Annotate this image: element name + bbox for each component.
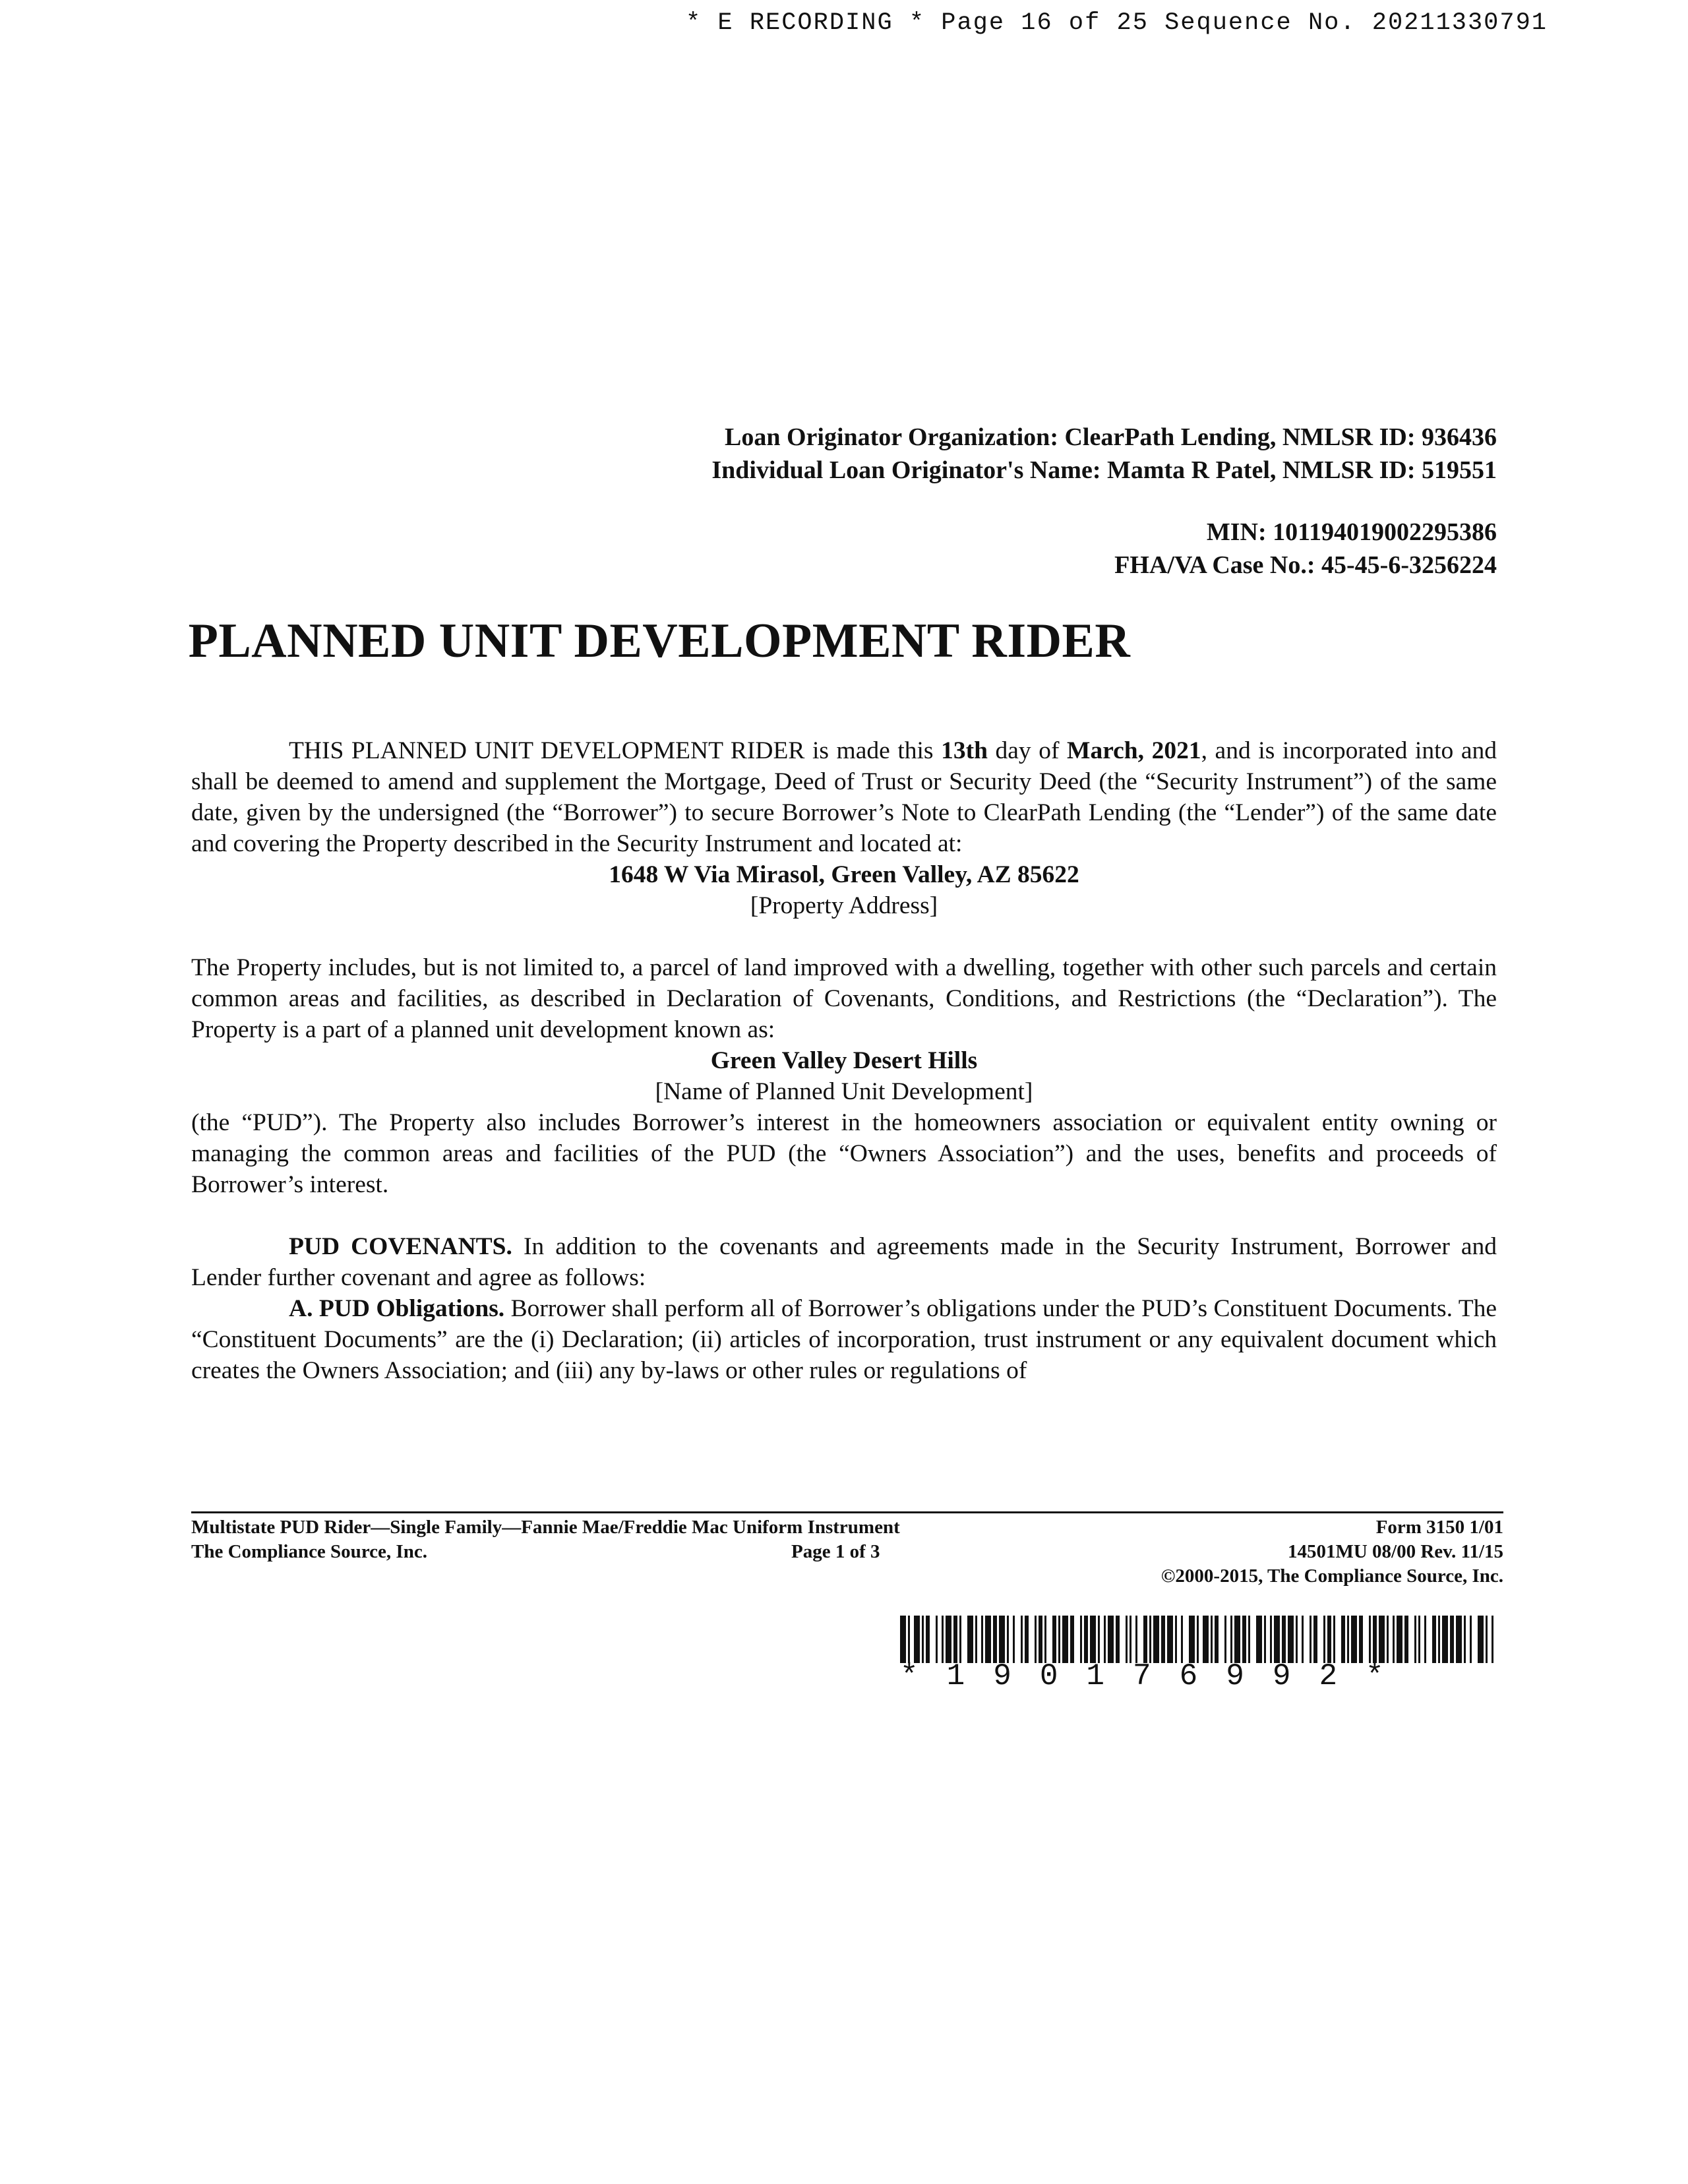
barcode-bar <box>1130 1616 1131 1663</box>
barcode-bar <box>1393 1616 1395 1663</box>
barcode-bar <box>953 1616 957 1663</box>
pud-paragraph: (the “PUD”). The Property also includes Borrower’s interest in the homeowners association or equivalent entity owning or managing the common areas and facilities of the PUD (the “Owners Association”) and the uses, benefits and proceeds of Borrower’s interest. <box>191 1109 1497 1198</box>
barcode-bar <box>1327 1616 1331 1663</box>
barcode-bar <box>1302 1616 1304 1663</box>
barcode-bar <box>1234 1616 1240 1663</box>
barcode-bar <box>1313 1616 1317 1663</box>
barcode-bar <box>1414 1616 1416 1663</box>
barcode-bar <box>1404 1616 1408 1663</box>
originator-individual-line: Individual Loan Originator's Name: Mamta R Patel, NMLSR ID: 519551 <box>711 456 1497 484</box>
barcode-bar <box>1264 1616 1266 1663</box>
barcode-bar <box>1215 1616 1219 1663</box>
barcode-bar <box>1351 1616 1357 1663</box>
document-title: PLANNED UNIT DEVELOPMENT RIDER <box>188 614 1131 668</box>
barcode-bar <box>1369 1616 1371 1663</box>
barcode-bar <box>1203 1616 1209 1663</box>
barcode-bar <box>1230 1616 1232 1663</box>
property-address-label: [Property Address] <box>750 892 938 919</box>
barcode-bar <box>1288 1616 1294 1663</box>
barcode-bar <box>1256 1616 1262 1663</box>
barcode-bar <box>1149 1616 1151 1663</box>
barcode-bar <box>985 1616 991 1663</box>
barcode-bar <box>1450 1616 1454 1663</box>
footer-company: The Compliance Source, Inc. <box>191 1541 427 1562</box>
barcode-bar <box>1492 1616 1493 1663</box>
barcode-bar <box>1039 1616 1042 1663</box>
barcode-bar <box>1211 1616 1213 1663</box>
barcode-bar <box>1373 1616 1377 1663</box>
barcode-bar <box>1464 1616 1466 1663</box>
barcode-text: *190176992* <box>900 1659 1412 1693</box>
barcode-bar <box>1224 1616 1226 1663</box>
footer-form-description: Multistate PUD Rider—Single Family—Fannie Mae/Freddie Mac Uniform Instrument <box>191 1517 900 1538</box>
document-footer <box>191 1515 1503 1589</box>
barcode-bar <box>1438 1616 1440 1663</box>
barcode-bar <box>936 1616 938 1663</box>
covenants-heading: PUD COVENANTS. <box>289 1233 512 1260</box>
intro-text-c: , and is incorporated into and shall be deemed to amend and supplement the Mortgage, Deed of Trust or Security Deed (the “Security Instrument”) of the same date, given by the undersigned (the “Borrower”) to secure Borrower’s Note to ClearPath Lending (the “Lender”) of the same date and covering the Property described in the Security Instrument and located at: <box>191 737 1497 857</box>
pud-name: Green Valley Desert Hills <box>710 1047 978 1074</box>
barcode-bar <box>1098 1616 1100 1663</box>
originator-org-line: Loan Originator Organization: ClearPath Lending, NMLSR ID: 936436 <box>725 423 1497 451</box>
barcode-bar <box>1347 1616 1349 1663</box>
barcode-bar <box>1058 1616 1060 1663</box>
barcode-bar <box>1242 1616 1246 1663</box>
barcode-bar <box>942 1616 944 1663</box>
originator-info <box>191 421 1497 487</box>
barcode-bar <box>1153 1616 1159 1663</box>
barcode-bar <box>1090 1616 1096 1663</box>
barcode-bar <box>1397 1616 1402 1663</box>
barcode-bar <box>1007 1616 1009 1663</box>
property-paragraph: The Property includes, but is not limited to, a parcel of land improved with a dwelling, together with other such parcels and certain common areas and facilities, as described in Declaration of Covenants, Conditions, and Restrictions (the “Declaration”). The Property is a part of a planned unit development known as: <box>191 954 1497 1043</box>
section-a-label: A. <box>289 1295 313 1322</box>
barcode-bar <box>1418 1616 1420 1663</box>
barcode-bar <box>1341 1616 1345 1663</box>
intro-paragraph <box>191 735 1497 859</box>
barcode-bar <box>993 1616 997 1663</box>
barcode-bar <box>900 1616 906 1663</box>
barcode-bar <box>1044 1616 1046 1663</box>
pud-name-label: [Name of Planned Unit Development] <box>655 1078 1033 1105</box>
barcode-bar <box>922 1616 924 1663</box>
barcode-bar <box>1104 1616 1106 1663</box>
barcode-bar <box>1080 1616 1082 1663</box>
footer-revision: 14501MU 08/00 Rev. 11/15 <box>1287 1541 1503 1562</box>
barcode-bar <box>999 1616 1005 1663</box>
barcode-bar <box>1143 1616 1147 1663</box>
barcode-bar <box>1189 1616 1195 1663</box>
footer-copyright: ©2000-2015, The Compliance Source, Inc. <box>1160 1565 1503 1587</box>
barcode-bar <box>1478 1616 1484 1663</box>
recording-header: * E RECORDING * Page 16 of 25 Sequence No. 20211330791 <box>686 9 1548 37</box>
barcode-bar <box>981 1616 983 1663</box>
barcode-bar <box>914 1616 920 1663</box>
barcode-image <box>900 1616 1493 1663</box>
barcode-bar <box>1379 1616 1385 1663</box>
barcode-bar <box>1126 1616 1128 1663</box>
barcode-bar <box>975 1616 977 1663</box>
barcode-bar <box>1052 1616 1056 1663</box>
barcode-bar <box>1432 1616 1436 1663</box>
section-a-heading: PUD Obligations. <box>318 1295 505 1322</box>
barcode-bar <box>1387 1616 1389 1663</box>
barcode-bar <box>1359 1616 1363 1663</box>
covenants-text: In addition to the covenants and agreements made in the Security Instrument, Borrower and Lender further covenant and agree as follows: <box>191 1233 1497 1291</box>
barcode-bar <box>1470 1616 1472 1663</box>
section-a-text: Borrower shall perform all of Borrower’s obligations under the PUD’s Constituent Documents. The “Constituent Documents” are the (i) Declaration; (ii) articles of incorporation, trust instrument or any equivalent document which creates the Owners Association; and (iii) any by-laws or other rules or regulations of <box>191 1295 1497 1384</box>
barcode-bar <box>1167 1616 1173 1663</box>
case-info <box>191 516 1497 582</box>
footer-page-number: Page 1 of 3 <box>791 1541 880 1562</box>
barcode-bar <box>908 1616 910 1663</box>
property-address: 1648 W Via Mirasol, Green Valley, AZ 85622 <box>609 861 1079 888</box>
min-line: MIN: 101194019002295386 <box>1206 518 1497 546</box>
barcode-bar <box>1175 1616 1177 1663</box>
barcode-bar <box>1333 1616 1335 1663</box>
barcode-bar <box>1486 1616 1488 1663</box>
barcode-bar <box>1025 1616 1029 1663</box>
barcode-bar <box>1296 1616 1298 1663</box>
barcode-bar <box>959 1616 961 1663</box>
barcode-bar <box>1084 1616 1088 1663</box>
rider-date: March, 2021 <box>1067 737 1201 764</box>
barcode-bar <box>967 1616 973 1663</box>
barcode-bar <box>1442 1616 1448 1663</box>
document-body <box>191 735 1497 1386</box>
barcode-bar <box>1181 1616 1183 1663</box>
rider-day: 13th <box>941 737 988 764</box>
barcode-bar <box>1013 1616 1015 1663</box>
fha-case-line: FHA/VA Case No.: 45-45-6-3256224 <box>1114 551 1497 579</box>
barcode-bar <box>946 1616 951 1663</box>
barcode-bar <box>1070 1616 1074 1663</box>
barcode-bar <box>1456 1616 1462 1663</box>
intro-text-a: THIS PLANNED UNIT DEVELOPMENT RIDER is made this <box>289 737 942 764</box>
covenants-paragraph <box>191 1231 1497 1293</box>
barcode-bar <box>1161 1616 1165 1663</box>
barcode-bar <box>1135 1616 1137 1663</box>
footer-divider <box>191 1511 1503 1513</box>
barcode-bar <box>1035 1616 1037 1663</box>
barcode-bar <box>926 1616 930 1663</box>
barcode-bar <box>1062 1616 1068 1663</box>
barcode-bar <box>1248 1616 1250 1663</box>
footer-form-number: Form 3150 1/01 <box>1375 1517 1503 1538</box>
barcode-bar <box>1197 1616 1199 1663</box>
section-a-paragraph <box>191 1293 1497 1386</box>
barcode-bar <box>1424 1616 1426 1663</box>
barcode-bar <box>1116 1616 1120 1663</box>
barcode-bar <box>1021 1616 1023 1663</box>
barcode-bar <box>1274 1616 1280 1663</box>
barcode-bar <box>1282 1616 1286 1663</box>
barcode-bar <box>1270 1616 1272 1663</box>
intro-text-b: day of <box>987 737 1068 764</box>
barcode-bar <box>1310 1616 1311 1663</box>
barcode-bar <box>1323 1616 1325 1663</box>
barcode-bar <box>1108 1616 1114 1663</box>
